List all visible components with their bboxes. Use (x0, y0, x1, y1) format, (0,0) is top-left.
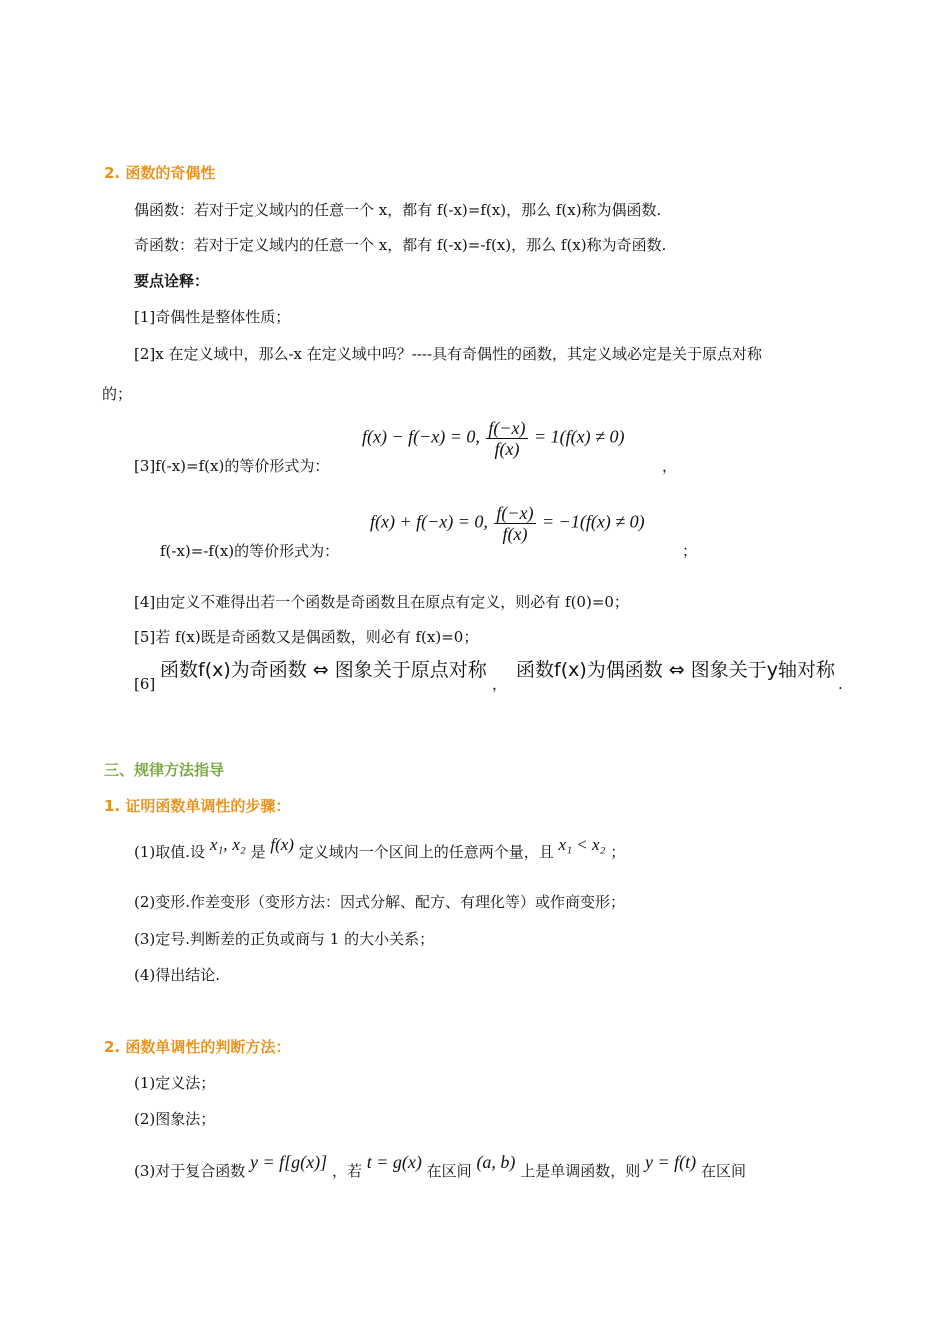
subsection-title-proof-steps: 1. 证明函数单调性的步骤： (104, 797, 291, 815)
math-inequality: x₁ < x₂ (558, 835, 606, 854)
step-1 (134, 835, 626, 862)
method-3-text-b: ，若 (331, 1162, 362, 1180)
even-function-definition: 偶函数：若对于定义域内的任意一个 x，都有 f(-x)=f(x)，那么 f(x)称为偶函数. (134, 201, 662, 219)
method-3-text-a: (3)对于复合函数 (134, 1162, 246, 1180)
step-1-text-a: (1)取值.设 (134, 843, 206, 861)
point-1: [1]奇偶性是整体性质； (134, 308, 291, 326)
fraction-denominator: f(x) (502, 524, 528, 544)
step-1-text-c: 定义域内一个区间上的任意两个量，且 (298, 843, 554, 861)
point-2-line-b: 的； (102, 385, 133, 403)
subsection-title-judgement-methods: 2. 函数单调性的判断方法： (104, 1038, 291, 1056)
math-interval: (a, b) (476, 1152, 516, 1172)
formula-fraction (494, 503, 535, 544)
step-2: (2)变形.作差变形（变形方法：因式分解、配方、有理化等）或作商变形； (134, 893, 626, 911)
point-6-odd-statement: 函数f(x)为奇函数 ⇔ 图象关于原点对称 (160, 659, 487, 681)
formula-right: = 1(f(x) ≠ 0) (534, 426, 625, 447)
point-3-formula (362, 418, 625, 459)
step-3: (3)定号.判断差的正负或商与 1 的大小关系； (134, 930, 435, 948)
section-title-methods: 三、规律方法指导 (104, 761, 225, 779)
step-4: (4)得出结论. (134, 966, 221, 984)
formula-right: = −1(f(x) ≠ 0) (542, 511, 645, 532)
math-x1: x₁, (209, 835, 228, 854)
method-2: (2)图象法； (134, 1110, 216, 1128)
point-6-label: [6] (134, 675, 156, 693)
point-4: [4]由定义不难得出若一个函数是奇函数且在原点有定义，则必有 f(0)=0； (134, 593, 629, 611)
formula-left: f(x) − f(−x) = 0, (362, 426, 480, 447)
math-inner-function: t = g(x) (366, 1152, 422, 1172)
fraction-numerator: f(−x) (496, 503, 534, 523)
step-1-text-b: 是 (250, 843, 266, 861)
section-title-parity: 2. 函数的奇偶性 (104, 164, 216, 182)
odd-function-definition: 奇函数：若对于定义域内的任意一个 x，都有 f(-x)=-f(x)，那么 f(x)称为奇函数. (134, 236, 667, 254)
point-6-separator: ， (492, 675, 508, 693)
math-fx: f(x) (270, 835, 294, 854)
point-3b-label: f(-x)=-f(x)的等价形式为： (160, 542, 340, 560)
point-3b-end: ； (682, 542, 698, 560)
fraction-denominator: f(x) (494, 439, 520, 459)
fraction-numerator: f(−x) (488, 418, 526, 438)
formula-fraction (486, 418, 527, 459)
math-outer-function: y = f(t) (645, 1152, 697, 1172)
point-2-line-a: [2]x 在定义域中，那么-x 在定义域中吗？----具有奇偶性的函数，其定义域必定是关于原点对称 (134, 345, 763, 363)
method-3-text-e: 在区间 (700, 1162, 746, 1180)
point-5: [5]若 f(x)既是奇函数又是偶函数，则必有 f(x)=0； (134, 628, 479, 646)
math-x2: x₂ (232, 835, 246, 854)
method-1: (1)定义法； (134, 1074, 216, 1092)
point-6-end: . (838, 675, 843, 693)
key-points-title: 要点诠释： (134, 272, 210, 290)
method-3 (134, 1152, 746, 1181)
point-3-label: [3]f(-x)=f(x)的等价形式为： (134, 457, 330, 475)
formula-left: f(x) + f(−x) = 0, (370, 511, 488, 532)
point-6-even-statement: 函数f(x)为偶函数 ⇔ 图象关于y轴对称 (516, 659, 836, 681)
step-1-text-d: ； (610, 843, 626, 861)
method-3-text-c: 在区间 (426, 1162, 472, 1180)
point-3-end: ， (662, 457, 678, 475)
point-3b-formula (370, 503, 645, 544)
method-3-text-d: 上是单调函数，则 (520, 1162, 641, 1180)
math-composite-function: y = f[g(x)] (250, 1152, 328, 1172)
